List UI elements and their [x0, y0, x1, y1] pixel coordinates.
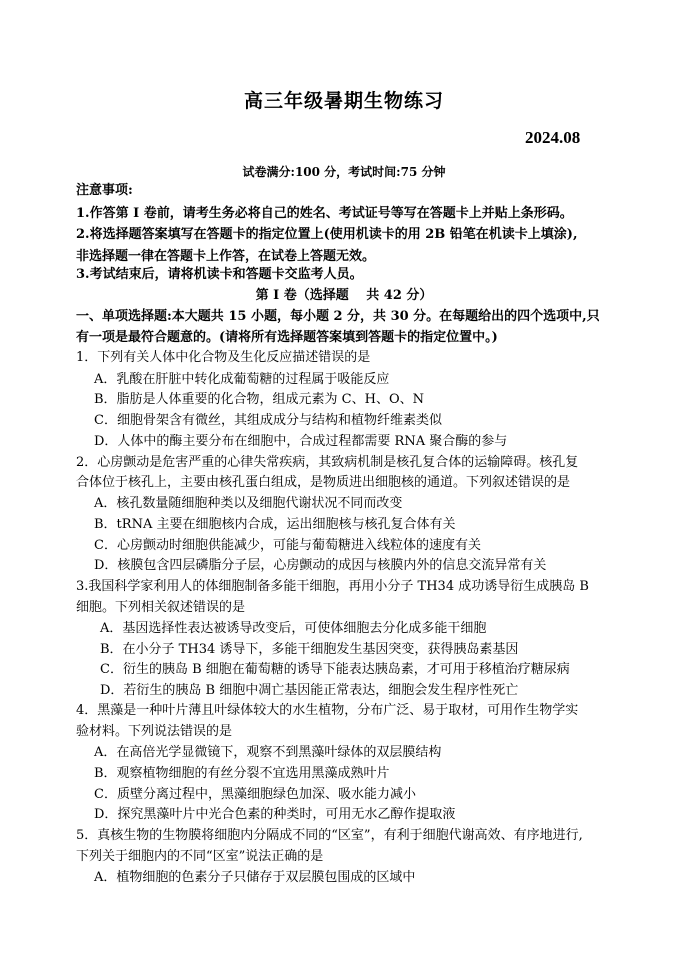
question-3-stem: 3.我国科学家利用人的体细胞制备多能干细胞，再用小分子 TH34 成功诱导衍生成胰岛 B — [76, 579, 589, 594]
question-1-option-a: A．乳酸在肝脏中转化成葡萄糖的过程属于吸能反应 — [94, 372, 390, 387]
question-2-option-c: C．心房颤动时细胞供能减少，可能与葡萄糖进入线粒体的速度有关 — [94, 538, 481, 553]
notice-item: 2.将选择题答案填写在答题卡的指定位置上(使用机读卡的用 2B 铅笔在机读卡上填涂), — [76, 227, 578, 242]
question-1-option-c: C．细胞骨架含有微丝，其组成成分与结构和植物纤维素类似 — [94, 413, 442, 428]
question-4-option-a: A．在高倍光学显微镜下，观察不到黑藻叶绿体的双层膜结构 — [94, 745, 442, 760]
page-title: 高三年级暑期生物练习 — [243, 90, 444, 112]
question-2-option-a: A．核孔数量随细胞种类以及细胞代谢状况不同而改变 — [94, 496, 403, 511]
question-4-option-b: B．观察植物细胞的有丝分裂不宜选用黑藻成熟叶片 — [94, 766, 390, 781]
question-3-option-a: A．基因选择性表达被诱导改变后，可使体细胞去分化成多能干细胞 — [100, 621, 487, 636]
notice-item: 非选择题一律在答题卡上作答，在试卷上答题无效。 — [76, 249, 376, 264]
question-4-stem: 验材料。下列说法错误的是 — [76, 724, 233, 739]
question-2-option-d: D．核膜包含四层磷脂分子层，心房颤动的成因与核膜内外的信息交流异常有关 — [94, 558, 547, 573]
question-5-stem: 下列关于细胞内的不同“区室”说法正确的是 — [76, 849, 324, 864]
question-4-option-d: D．探究黑藻叶片中光合色素的种类时，可用无水乙醇作提取液 — [94, 807, 456, 822]
question-2-option-b: B．tRNA 主要在细胞核内合成，运出细胞核与核孔复合体有关 — [94, 517, 456, 532]
section-instructions: 一、单项选择题:本大题共 15 小题，每小题 2 分，共 30 分。在每题给出的四个选项中,只 — [76, 309, 600, 324]
question-2-stem: 2．心房颤动是危害严重的心律失常疾病，其致病机制是核孔复合体的运输障碍。核孔复 — [76, 455, 579, 470]
question-1-option-b: B．脂肪是人体重要的化合物，组成元素为 C、H、O、N — [94, 392, 425, 407]
notice-item: 3.考试结束后，请将机读卡和答题卡交监考人员。 — [76, 267, 363, 282]
question-5-stem: 5．真核生物的生物膜将细胞内分隔成不同的“区室”，有利于细胞代谢高效、有序地进行, — [76, 828, 583, 843]
notice-item: 1.作答第 I 卷前，请考生务必将自己的姓名、考试证号等写在答题卡上并贴上条形码。 — [76, 206, 573, 221]
question-3-option-d: D．若衍生的胰岛 B 细胞中凋亡基因能正常表达，细胞会发生程序性死亡 — [100, 683, 519, 698]
question-4-stem: 4．黑藻是一种叶片薄且叶绿体较大的水生植物，分布广泛、易于取材，可用作生物学实 — [76, 703, 579, 718]
question-1-option-d: D．人体中的酶主要分布在细胞中，合成过程都需要 RNA 聚合酶的参与 — [94, 434, 508, 449]
notice-heading: 注意事项: — [76, 183, 133, 198]
exam-meta: 试卷满分:100 分，考试时间:75 分钟 — [242, 165, 446, 179]
question-3-option-b: B．在小分子 TH34 诱导下，多能干细胞发生基因突变，获得胰岛素基因 — [100, 642, 519, 657]
section-instructions: 有一项是最符合题意的。(请将所有选择题答案填到答题卡的指定位置中。) — [76, 330, 498, 345]
question-1-stem: 1．下列有关人体中化合物及生化反应描述错误的是 — [76, 350, 371, 365]
question-3-stem: 细胞。下列相关叙述错误的是 — [76, 600, 246, 615]
question-2-stem: 合体位于核孔上，主要由核孔蛋白组成，是物质进出细胞核的通道。下列叙述错误的是 — [76, 475, 571, 490]
question-5-option-a: A．植物细胞的色素分子只储存于双层膜包围成的区域中 — [94, 870, 416, 885]
question-3-option-c: C．衍生的胰岛 B 细胞在葡萄糖的诱导下能表达胰岛素，才可用于移植治疗糖尿病 — [100, 662, 570, 677]
exam-date: 2024.08 — [525, 128, 581, 147]
section-title: 第 I 卷（选择题 共 42 分） — [255, 288, 433, 303]
question-4-option-c: C．质壁分离过程中，黑藻细胞绿色加深、吸水能力减小 — [94, 787, 416, 802]
